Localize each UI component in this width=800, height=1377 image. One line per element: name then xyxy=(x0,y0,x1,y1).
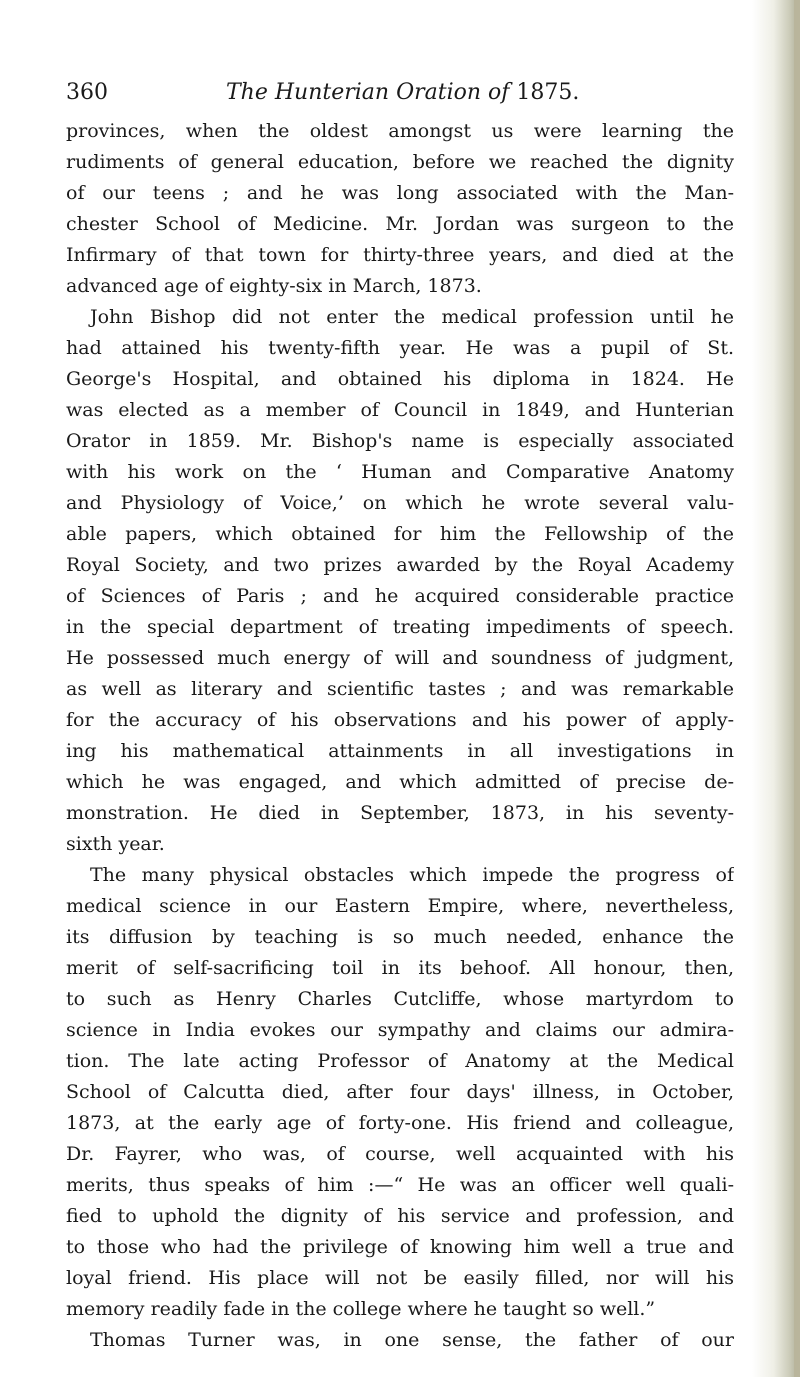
text-line: merits, thus speaks of him :—“ He was an officer well quali- xyxy=(66,1174,734,1196)
text-line: medical science in our Eastern Empire, where, nevertheless, xyxy=(66,895,734,917)
text-line: of our teens ; and he was long associated with the Man- xyxy=(66,182,734,204)
text-line: loyal friend. His place will not be easily filled, nor will his xyxy=(66,1267,734,1289)
text-line: School of Calcutta died, after four days' illness, in October, xyxy=(66,1081,734,1103)
text-line: was elected as a member of Council in 1849, and Hunterian xyxy=(66,399,734,421)
text-line: Orator in 1859. Mr. Bishop's name is especially associated xyxy=(66,430,734,452)
text-line: able papers, which obtained for him the Fellowship of the xyxy=(66,523,734,545)
body-text xyxy=(66,116,734,1356)
text-line: memory readily fade in the college where he taught so well.” xyxy=(66,1298,656,1320)
text-line: Thomas Turner was, in one sense, the father of our xyxy=(90,1329,734,1351)
page-number: 360 xyxy=(66,80,108,105)
text-line: provinces, when the oldest amongst us were learning the xyxy=(66,120,734,142)
text-line: tion. The late acting Professor of Anatomy at the Medical xyxy=(66,1050,734,1072)
running-header xyxy=(66,76,734,110)
text-line: had attained his twenty-fifth year. He was a pupil of St. xyxy=(66,337,734,359)
text-line: Dr. Fayrer, who was, of course, well acquainted with his xyxy=(66,1143,734,1165)
running-title-year: 1875. xyxy=(516,80,580,105)
page-edge-shadow xyxy=(752,0,800,1377)
text-line: The many physical obstacles which impede the progress of xyxy=(90,864,734,886)
text-line: which he was engaged, and which admitted of precise de- xyxy=(66,771,734,793)
text-line: as well as literary and scientific tastes ; and was remarkable xyxy=(66,678,734,700)
text-line: and Physiology of Voice,’ on which he wrote several valu- xyxy=(66,492,734,514)
text-line: rudiments of general education, before we reached the dignity xyxy=(66,151,734,173)
text-line: with his work on the ‘ Human and Comparative Anatomy xyxy=(66,461,734,483)
text-line: in the special department of treating impediments of speech. xyxy=(66,616,734,638)
text-line: to those who had the privilege of knowing him well a true and xyxy=(66,1236,734,1258)
text-line: 1873, at the early age of forty-one. His friend and colleague, xyxy=(66,1112,734,1134)
text-line: Royal Society, and two prizes awarded by the Royal Academy xyxy=(66,554,734,576)
text-line: to such as Henry Charles Cutcliffe, whose martyrdom to xyxy=(66,988,734,1010)
text-line: fied to uphold the dignity of his service and profession, and xyxy=(66,1205,734,1227)
text-line: science in India evokes our sympathy and claims our admira- xyxy=(66,1019,734,1041)
text-line: advanced age of eighty-six in March, 1873. xyxy=(66,275,482,297)
running-title xyxy=(226,76,579,110)
text-line: John Bishop did not enter the medical profession until he xyxy=(90,306,734,328)
text-line: of Sciences of Paris ; and he acquired considerable practice xyxy=(66,585,734,607)
text-line: its diffusion by teaching is so much needed, enhance the xyxy=(66,926,734,948)
text-line: chester School of Medicine. Mr. Jordan was surgeon to the xyxy=(66,213,734,235)
text-line: monstration. He died in September, 1873, in his seventy- xyxy=(66,802,734,824)
text-line: George's Hospital, and obtained his diploma in 1824. He xyxy=(66,368,734,390)
text-line: merit of self-sacrificing toil in its behoof. All honour, then, xyxy=(66,957,734,979)
page-edge xyxy=(794,0,800,1377)
text-line: for the accuracy of his observations and his power of apply- xyxy=(66,709,734,731)
text-line: ing his mathematical attainments in all investigations in xyxy=(66,740,734,762)
running-title-of: of xyxy=(488,80,510,105)
text-line: Infirmary of that town for thirty-three years, and died at the xyxy=(66,244,734,266)
text-line: sixth year. xyxy=(66,833,165,855)
text-line: He possessed much energy of will and soundness of judgment, xyxy=(66,647,734,669)
running-title-italic: The Hunterian Oration xyxy=(226,80,482,105)
